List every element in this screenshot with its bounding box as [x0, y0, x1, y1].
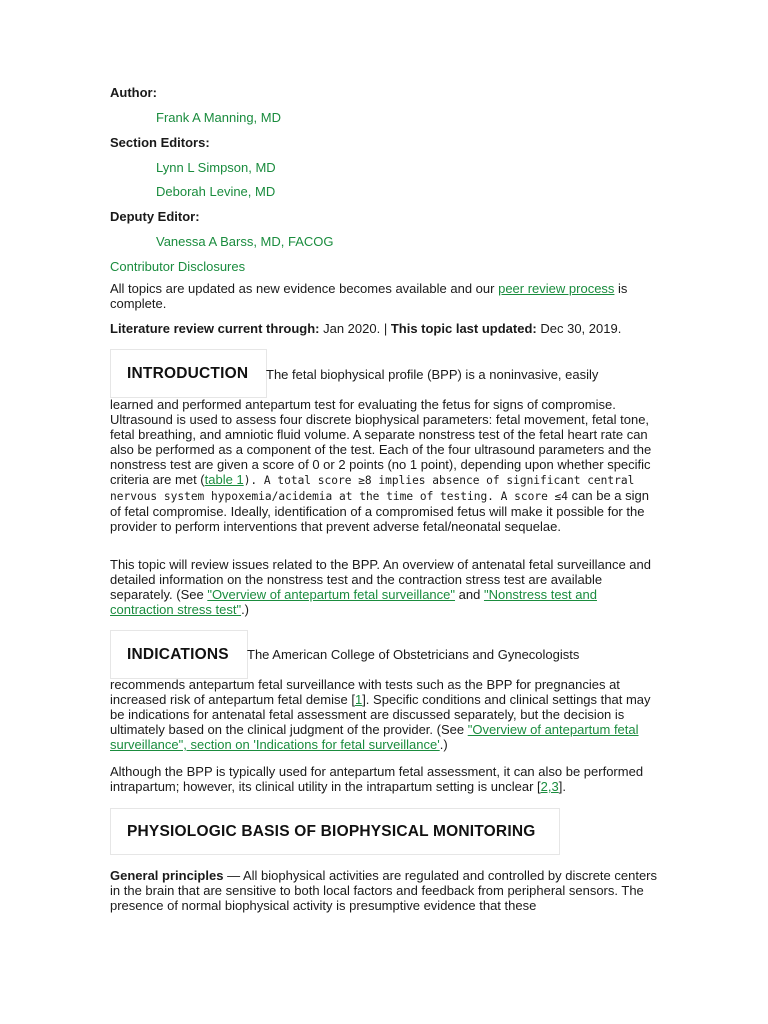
intro-p2-end: .)	[241, 602, 250, 617]
review-dates	[110, 321, 658, 336]
indications-p2-text: Although the BPP is typically used for antepartum fetal assessment, it can also be performed intrapartum; however, its clinical utility in the intrapartum setting is unclear [	[110, 764, 644, 794]
intro-text: learned and performed antepartum test for evaluating the fetus for signs of compromise. Ultrasound is used to assess four discrete biophysical parameters: fetal movement, fetal tone, fetal breathing, and amniotic fluid volume. A separate nonstress test of the fetal heart rate can also be performed as a component of the test. Each of the four ultrasound parameters and the nonstress test are given a score of 0 or 2 points (no 1 point), depending upon whether specific criteria are met (	[110, 397, 652, 487]
intro-p2-and: and	[458, 587, 481, 602]
indications-heading-box	[110, 630, 248, 679]
general-principles-text: — All biophysical activities are regulated and controlled by discrete centers in the brain that are sensitive to both local factors and feedback from peripheral sensors. The presence of normal biophysical activity is presumptive evidence that these	[110, 868, 658, 913]
physiologic-heading-box	[110, 808, 560, 855]
general-principles-label: General principles	[110, 868, 224, 883]
physiologic-heading: PHYSIOLOGIC BASIS OF BIOPHYSICAL MONITORING	[127, 822, 536, 840]
general-principles-paragraph	[110, 868, 658, 913]
contributor-disclosures-link[interactable]: Contributor Disclosures	[110, 259, 246, 274]
reference-1-link[interactable]: 1	[354, 692, 363, 707]
indications-heading: INDICATIONS	[127, 645, 229, 663]
table-1-link[interactable]: table 1	[204, 472, 244, 487]
indications-text-end: .)	[439, 737, 448, 752]
indications-text: recommends antepartum fetal surveillance with tests such as the BPP for pregnancies at increased risk of antepartum fetal demise [	[110, 677, 620, 707]
indications-paragraph-2	[110, 764, 658, 794]
indications-lead: The American College of Obstetricians and Gynecologists	[247, 647, 580, 662]
deputy-editor-link[interactable]: Vanessa A Barss, MD, FACOG	[156, 234, 334, 249]
introduction-heading: INTRODUCTION	[127, 364, 249, 382]
introduction-paragraph-2	[110, 557, 658, 617]
introduction-lead: The fetal biophysical profile (BPP) is a noninvasive, easily	[266, 367, 599, 382]
nonstress-test-link[interactable]: "Nonstress test and contraction stress test"	[110, 587, 597, 617]
last-updated-label: This topic last updated:	[390, 321, 537, 336]
update-text: All topics are updated as new evidence becomes available and our	[110, 281, 495, 296]
update-notice	[110, 281, 658, 311]
author-link[interactable]: Frank A Manning, MD	[156, 110, 281, 125]
indications-p2-end: ].	[558, 779, 566, 794]
deputy-editor-label: Deputy Editor:	[110, 209, 200, 224]
update-text-end: is complete.	[110, 281, 628, 311]
introduction-paragraph-1	[110, 397, 658, 534]
author-label: Author:	[110, 85, 157, 100]
intro-text-end: can be a sign of fetal compromise. Ideally, identification of a compromised fetus will make it possible for the provider to perform interventions that prevent adverse fetal/neonatal sequelae.	[110, 488, 649, 534]
reference-2-3-link[interactable]: 2,3	[540, 779, 559, 794]
lit-review-value: Jan 2020. |	[323, 321, 388, 336]
overview-fetal-surveillance-link[interactable]: "Overview of antepartum fetal surveillance"	[207, 587, 456, 602]
section-editors-label: Section Editors:	[110, 135, 210, 150]
intro-score-text: ). A total score ≥8 implies absence of significant central nervous system hypoxemia/acidemia at the time of testing. A score ≤4	[110, 474, 635, 503]
last-updated-value: Dec 30, 2019.	[540, 321, 622, 336]
introduction-heading-box	[110, 349, 267, 398]
indications-text-mid: ]. Specific conditions and clinical settings that may be indications for antenatal fetal assessment are discussed separately, but the decision is ultimately based on the clinical judgment of the provider. (See	[110, 692, 651, 737]
lit-review-label: Literature review current through:	[110, 321, 320, 336]
section-editor-link[interactable]: Deborah Levine, MD	[156, 184, 276, 199]
indications-surveillance-link[interactable]: "Overview of antepartum fetal surveillance", section on 'Indications for fetal surveillance'	[110, 722, 639, 752]
section-editor-link[interactable]: Lynn L Simpson, MD	[156, 160, 276, 175]
intro-p2-text: This topic will review issues related to the BPP. An overview of antenatal fetal surveillance and detailed information on the nonstress test and the contraction stress test are available separately. (See	[110, 557, 651, 602]
indications-paragraph-1	[110, 677, 658, 752]
peer-review-link[interactable]: peer review process	[498, 281, 615, 296]
